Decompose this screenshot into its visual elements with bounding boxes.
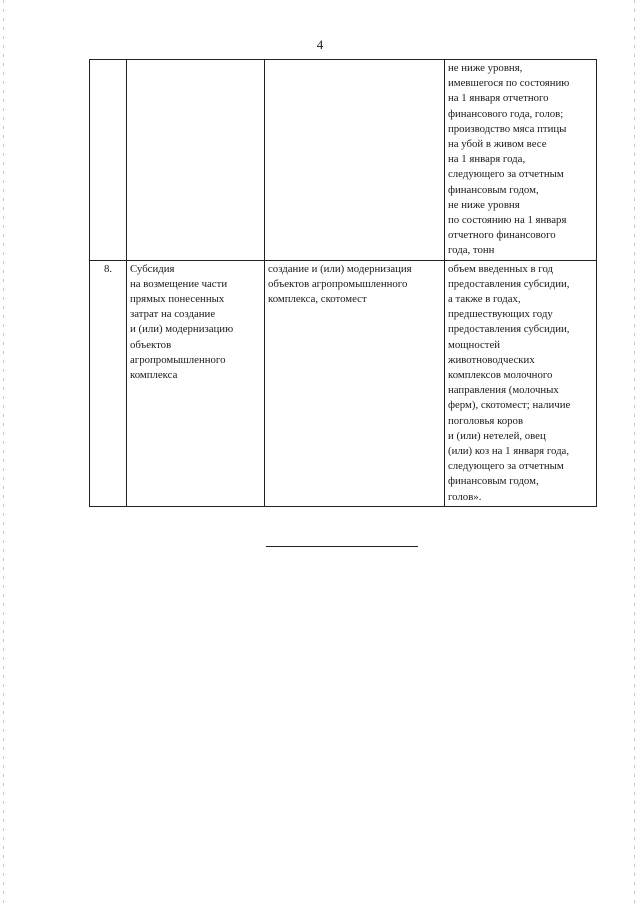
cell-name (127, 260, 265, 506)
cell-text-line: комплекса (130, 369, 178, 382)
page-number: 4 (316, 37, 324, 52)
cell-text-line: а также в годах, (448, 293, 521, 306)
cell-text-line: затрат на создание (130, 308, 216, 321)
cell-result (445, 260, 597, 506)
closing-rule (266, 546, 418, 547)
cell-text-line: финансовым годом, (448, 183, 539, 196)
cell-text-line: предоставления субсидии, (448, 323, 570, 336)
cell-text-line: отчетного финансового (448, 229, 556, 242)
cell-number: 8. (90, 260, 127, 506)
cell-text-line: следующего за отчетным (448, 460, 564, 473)
cell-text-line: ферм), скотомест; наличие (448, 399, 571, 412)
cell-text-line: комплексов молочного (448, 369, 553, 382)
cell-text-line: прямых понесенных (130, 293, 225, 306)
cell-text-line: по состоянию на 1 января (448, 214, 567, 227)
cell-name (127, 60, 265, 261)
cell-text-line: объектов агропромышленного (268, 277, 408, 290)
cell-text-line: на 1 января отчетного (448, 92, 549, 105)
table-row-continued (90, 60, 597, 261)
cell-text-line: голов». (448, 490, 482, 503)
cell-text-line: поголовья коров (448, 414, 524, 427)
cell-text-line: направления (молочных (448, 384, 559, 397)
cell-text-line: Субсидия (130, 262, 175, 275)
cell-number (90, 60, 127, 261)
cell-text-line: следующего за отчетным (448, 168, 564, 181)
cell-text-line: производство мяса птицы (448, 122, 567, 135)
cell-text-line: предоставления субсидии, (448, 277, 570, 290)
cell-text-line: объектов (130, 338, 172, 351)
cell-text-line: года, тонн (448, 244, 495, 257)
subsidy-table (89, 59, 597, 507)
cell-text-line: на убой в живом весе (448, 138, 547, 151)
cell-text-line: финансовым годом, (448, 475, 539, 488)
cell-text-line: агропромышленного (130, 353, 226, 366)
cell-purpose (265, 260, 445, 506)
scan-edge-left (3, 0, 4, 905)
cell-text-line: не ниже уровня (448, 198, 520, 211)
cell-text-line: на возмещение части (130, 277, 228, 290)
table-row-8 (90, 260, 597, 506)
cell-result (445, 60, 597, 261)
cell-text-line: создание и (или) модернизация (268, 262, 412, 275)
cell-text-line: животноводческих (448, 353, 535, 366)
scan-edge-right (634, 0, 635, 905)
cell-text-line: имевшегося по состоянию (448, 77, 570, 90)
cell-text-line: комплекса, скотомест (268, 293, 367, 306)
cell-text-line: мощностей (448, 338, 501, 351)
cell-text-line: не ниже уровня, (448, 62, 523, 74)
cell-text-line: на 1 января года, (448, 153, 526, 166)
cell-text-line: объем введенных в год (448, 262, 554, 275)
cell-purpose (265, 60, 445, 261)
cell-text-line: (или) коз на 1 января года, (448, 445, 570, 458)
cell-text-line: финансового года, голов; (448, 107, 564, 120)
cell-text-line: и (или) модернизацию (130, 323, 234, 336)
cell-text-line: и (или) нетелей, овец (448, 429, 546, 442)
cell-text-line: предшествующих году (448, 308, 553, 321)
